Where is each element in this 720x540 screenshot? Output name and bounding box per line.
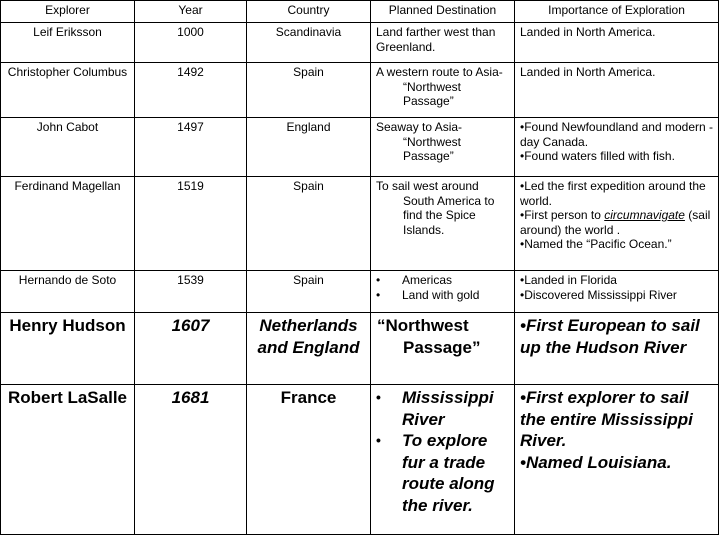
table-row [1,385,719,535]
bullet-icon: • [376,273,381,287]
explorer-cell: Leif Eriksson [1,23,135,63]
importance-cell [515,177,719,271]
country-cell: Spain [247,63,371,118]
importance-cell [515,63,719,118]
list-item: • Americas [376,273,453,287]
table-row [1,23,719,63]
year-cell: 1492 [135,63,247,118]
list-item: • Mississippi River [376,388,494,429]
year-cell: 1607 [135,313,247,385]
explorer-cell: Christopher Columbus [1,63,135,118]
header-explorer: Explorer [1,1,135,23]
table-row [1,118,719,177]
header-destination: Planned Destination [371,1,515,23]
header-country: Country [247,1,371,23]
circumnavigate-term: circumnavigate [604,208,685,222]
country-cell: Spain [247,271,371,313]
bullet-icon: • [376,389,381,405]
explorer-cell: Ferdinand Magellan [1,177,135,271]
table-row [1,177,719,271]
importance-item: •Named Louisiana. [520,452,672,472]
destination-cell [371,271,515,313]
importance-item: •Landed in Florida [520,273,617,287]
destination-cell: Seaway to Asia- “Northwest Passage” [371,118,515,177]
destination-cell [371,385,515,535]
importance-item [520,208,713,237]
bullet-icon: • [376,432,381,448]
country-cell: England [247,118,371,177]
destination-cell: To sail west around South America to find the Spice Islands. [371,177,515,271]
explorer-cell: Henry Hudson [1,313,135,385]
header-importance: Importance of Exploration [515,1,719,23]
importance-item: •Named the “Pacific Ocean.” [520,237,672,251]
importance-text: (sail around) the world . [520,208,711,237]
country-cell: France [247,385,371,535]
list-item: • Land with gold [376,287,480,302]
destination-cell: “Northwest Passage” [371,313,515,385]
header-year: Year [135,1,247,23]
explorer-cell: Hernando de Soto [1,271,135,313]
country-cell: Spain [247,177,371,271]
importance-item: •Found waters filled with fish. [520,149,675,163]
explorer-cell: John Cabot [1,118,135,177]
explorer-cell: Robert LaSalle [1,385,135,535]
importance-cell [515,271,719,313]
importance-item: •First explorer to sail the entire Mississippi River. [520,388,693,450]
table-row [1,313,719,385]
bullet-icon: • [376,287,381,302]
importance-item: Landed in North America. [520,25,656,39]
year-cell: 1000 [135,23,247,63]
year-cell: 1539 [135,271,247,313]
year-cell: 1497 [135,118,247,177]
importance-cell [515,313,719,385]
importance-item: Landed in North America. [520,65,656,79]
country-cell: Netherlands and England [247,313,371,385]
importance-cell [515,385,719,535]
year-cell: 1519 [135,177,247,271]
importance-item: •Found Newfoundland and modern -day Canada. [520,120,713,149]
importance-cell [515,118,719,177]
list-item: • To explore fur a trade route along the river. [376,431,495,515]
importance-item: •Led the first expedition around the world. [520,179,706,208]
table-row [1,63,719,118]
importance-item: •First European to sail up the Hudson River [520,316,700,357]
destination-cell: A western route to Asia- “Northwest Passage” [371,63,515,118]
table-row [1,271,719,313]
destination-cell: Land farther west than Greenland. [371,23,515,63]
country-cell: Scandinavia [247,23,371,63]
importance-text: •First person to [520,208,605,222]
header-row [1,1,719,23]
year-cell: 1681 [135,385,247,535]
importance-item: •Discovered Mississippi River [520,287,677,302]
importance-cell [515,23,719,63]
